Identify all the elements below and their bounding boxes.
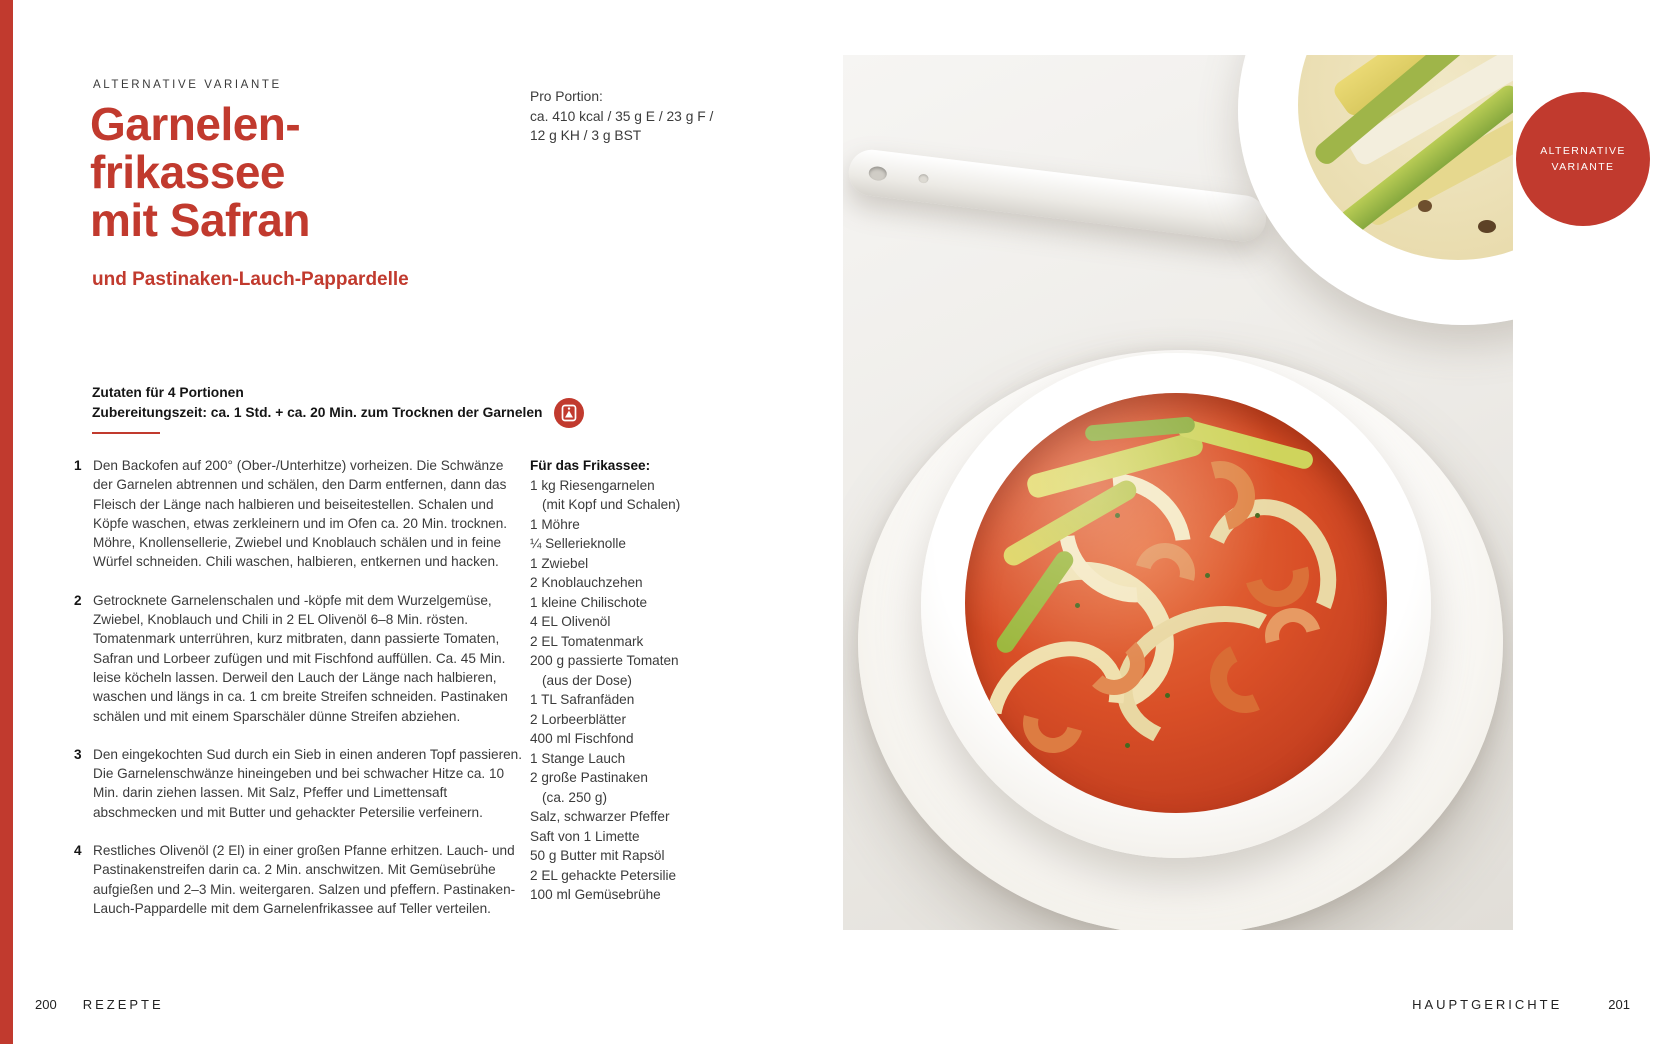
- ingredient-item: 1 TL Safranfäden: [530, 692, 635, 707]
- stew-highlight: [965, 393, 1387, 813]
- page-number-right: 201: [1608, 997, 1630, 1012]
- ingredient-item: Saft von 1 Limette: [530, 828, 640, 844]
- ingredient-item: 2 große Pastinaken: [530, 770, 648, 785]
- ingredient-item: Salz, schwarzer Pfeffer: [530, 809, 670, 824]
- shrimp-fricassee: [965, 393, 1387, 813]
- ingredient-item: 4 EL Olivenöl: [530, 614, 611, 629]
- step-number: 1: [74, 458, 82, 473]
- recipe-step: [74, 456, 524, 572]
- footer-left: [35, 997, 164, 1012]
- recipe-meta: [92, 383, 542, 422]
- food-shape: [1478, 220, 1496, 233]
- accent-rule: [92, 432, 160, 434]
- ingredients-list: [530, 476, 790, 905]
- footer-right: [1412, 997, 1630, 1012]
- recipe-title-line-1: Garnelen-: [90, 98, 301, 150]
- ingredient-item: (mit Kopf und Schalen): [542, 497, 681, 512]
- ingredient-item: 400 ml Fischfond: [530, 731, 634, 746]
- ingredient-item: 200 g passierte Tomaten: [530, 653, 679, 668]
- recipe-eyebrow: ALTERNATIVE VARIANTE: [93, 79, 282, 91]
- nutrition-line-2: 12 g KH / 3 g BST: [530, 128, 642, 143]
- recipe-title-line-3: mit Safran: [90, 194, 310, 246]
- ingredient-item: (ca. 250 g): [542, 789, 607, 805]
- ingredient-item: 2 EL gehackte Petersilie: [530, 867, 677, 883]
- steps-list: [74, 456, 524, 937]
- ingredient-item: 2 EL Tomatenmark: [530, 633, 644, 649]
- recipe-title-line-2: frikassee: [90, 146, 285, 198]
- servings-line: Zutaten für 4 Portionen: [92, 385, 244, 400]
- ingredient-item: 2 Lorbeerblätter: [530, 711, 626, 727]
- alternative-variant-badge: [1516, 92, 1650, 226]
- step-text: Restliches Olivenöl (2 El) in einer großen Pfanne erhitzen. Lauch- und Pastinakenstreifen darin ca. 2 Min. anschwitzen. Mit Gemüsebrühe aufgießen und 2–3 Min. weitergaren. Salzen und pfeffern. Pastinaken-Lauch-Pappardelle mit dem Garnelenfrikassee auf Teller verteilen.: [93, 843, 516, 916]
- side-bowl-food: [1298, 55, 1513, 260]
- dish-photo: [843, 55, 1513, 930]
- handle-hole: [868, 165, 888, 181]
- section-label-left: REZEPTE: [82, 997, 164, 1012]
- ingredient-item: 2 Knoblauchzehen: [530, 575, 643, 590]
- ingredient-item: (aus der Dose): [542, 672, 632, 688]
- ingredient-item: ¼ Sellerieknolle: [530, 536, 626, 551]
- recipe-step: [74, 841, 524, 918]
- step-number: 3: [74, 746, 82, 762]
- badge-line-2: VARIANTE: [1551, 161, 1615, 173]
- prep-time-line: Zubereitungszeit: ca. 1 Std. + ca. 20 Min. zum Trocknen der Garnelen: [92, 404, 543, 420]
- step-number: 2: [74, 592, 82, 608]
- recipe-subtitle: und Pastinaken-Lauch-Pappardelle: [92, 269, 409, 290]
- nutrition-label: Pro Portion:: [530, 89, 603, 104]
- ingredient-item: 1 kg Riesengarnelen: [530, 477, 655, 493]
- ingredient-item: 1 Stange Lauch: [530, 750, 626, 766]
- step-text: Den eingekochten Sud durch ein Sieb in einen anderen Topf passieren. Die Garnelenschwänze hineingeben und bei schwacher Hitze ca. 10 Min. darin ziehen lassen. Mit Salz, Pfeffer und Limettensaft abschmecken und mit Butter und gehackter Petersilie verfeinern.: [93, 746, 523, 820]
- spine-accent-bar: [0, 0, 13, 1044]
- page-number-left: 200: [35, 997, 57, 1012]
- badge-line-1: ALTERNATIVE: [1540, 145, 1626, 157]
- section-label-right: HAUPTGERICHTE: [1412, 997, 1563, 1012]
- ingredient-item: 1 kleine Chilischote: [530, 594, 648, 610]
- recipe-title: [90, 100, 310, 244]
- ingredients-heading: Für das Frikassee:: [530, 458, 651, 473]
- step-text: Getrocknete Garnelenschalen und -köpfe mit dem Wurzelgemüse, Zwiebel, Knoblauch und Chili in 2 EL Olivenöl 6–8 Min. rösten. Tomatenmark unterrühren, kurz mitbraten, dann passierte Tomaten, Safran und Lorbeer zufügen und mit Fischfond auffüllen. Ca. 45 Min. leise köcheln lassen. Derweil den Lauch der Länge nach halbieren, waschen und längs in ca. 1 cm breite Streifen schneiden. Pastinaken schälen und mit einem Sparschäler dünne Streifen abziehen.: [93, 592, 508, 724]
- ingredients-panel: [530, 456, 790, 905]
- handle-dimple: [918, 174, 929, 184]
- nutrition-info: [530, 87, 713, 146]
- step-text: Den Backofen auf 200° (Ober-/Unterhitze) vorheizen. Die Schwänze der Garnelen abtrennen und schälen, den Darm entfernen, dann das Fleisch der Länge nach halbieren und beiseitestellen. Schalen und Köpfe waschen, etwas zerkleinern und im Ofen ca. 20 Min. trocknen. Möhre, Knollensellerie, Zwiebel und Knoblauch schälen und in feine Würfel schneiden. Chili waschen, halbieren, entkernen und hacken.: [93, 458, 508, 570]
- ingredient-item: 1 Zwiebel: [530, 555, 589, 571]
- ingredient-item: 100 ml Gemüsebrühe: [530, 887, 661, 902]
- ingredient-item: 1 Möhre: [530, 516, 580, 532]
- recipe-step: [74, 745, 524, 822]
- prep-symbol-icon: [554, 398, 584, 428]
- ingredient-item: 50 g Butter mit Rapsöl: [530, 848, 665, 863]
- pan-handle: [846, 147, 1268, 244]
- nutrition-line-1: ca. 410 kcal / 35 g E / 23 g F /: [530, 108, 714, 124]
- food-shape: [1418, 200, 1432, 212]
- step-number: 4: [74, 843, 82, 859]
- recipe-step: [74, 591, 524, 726]
